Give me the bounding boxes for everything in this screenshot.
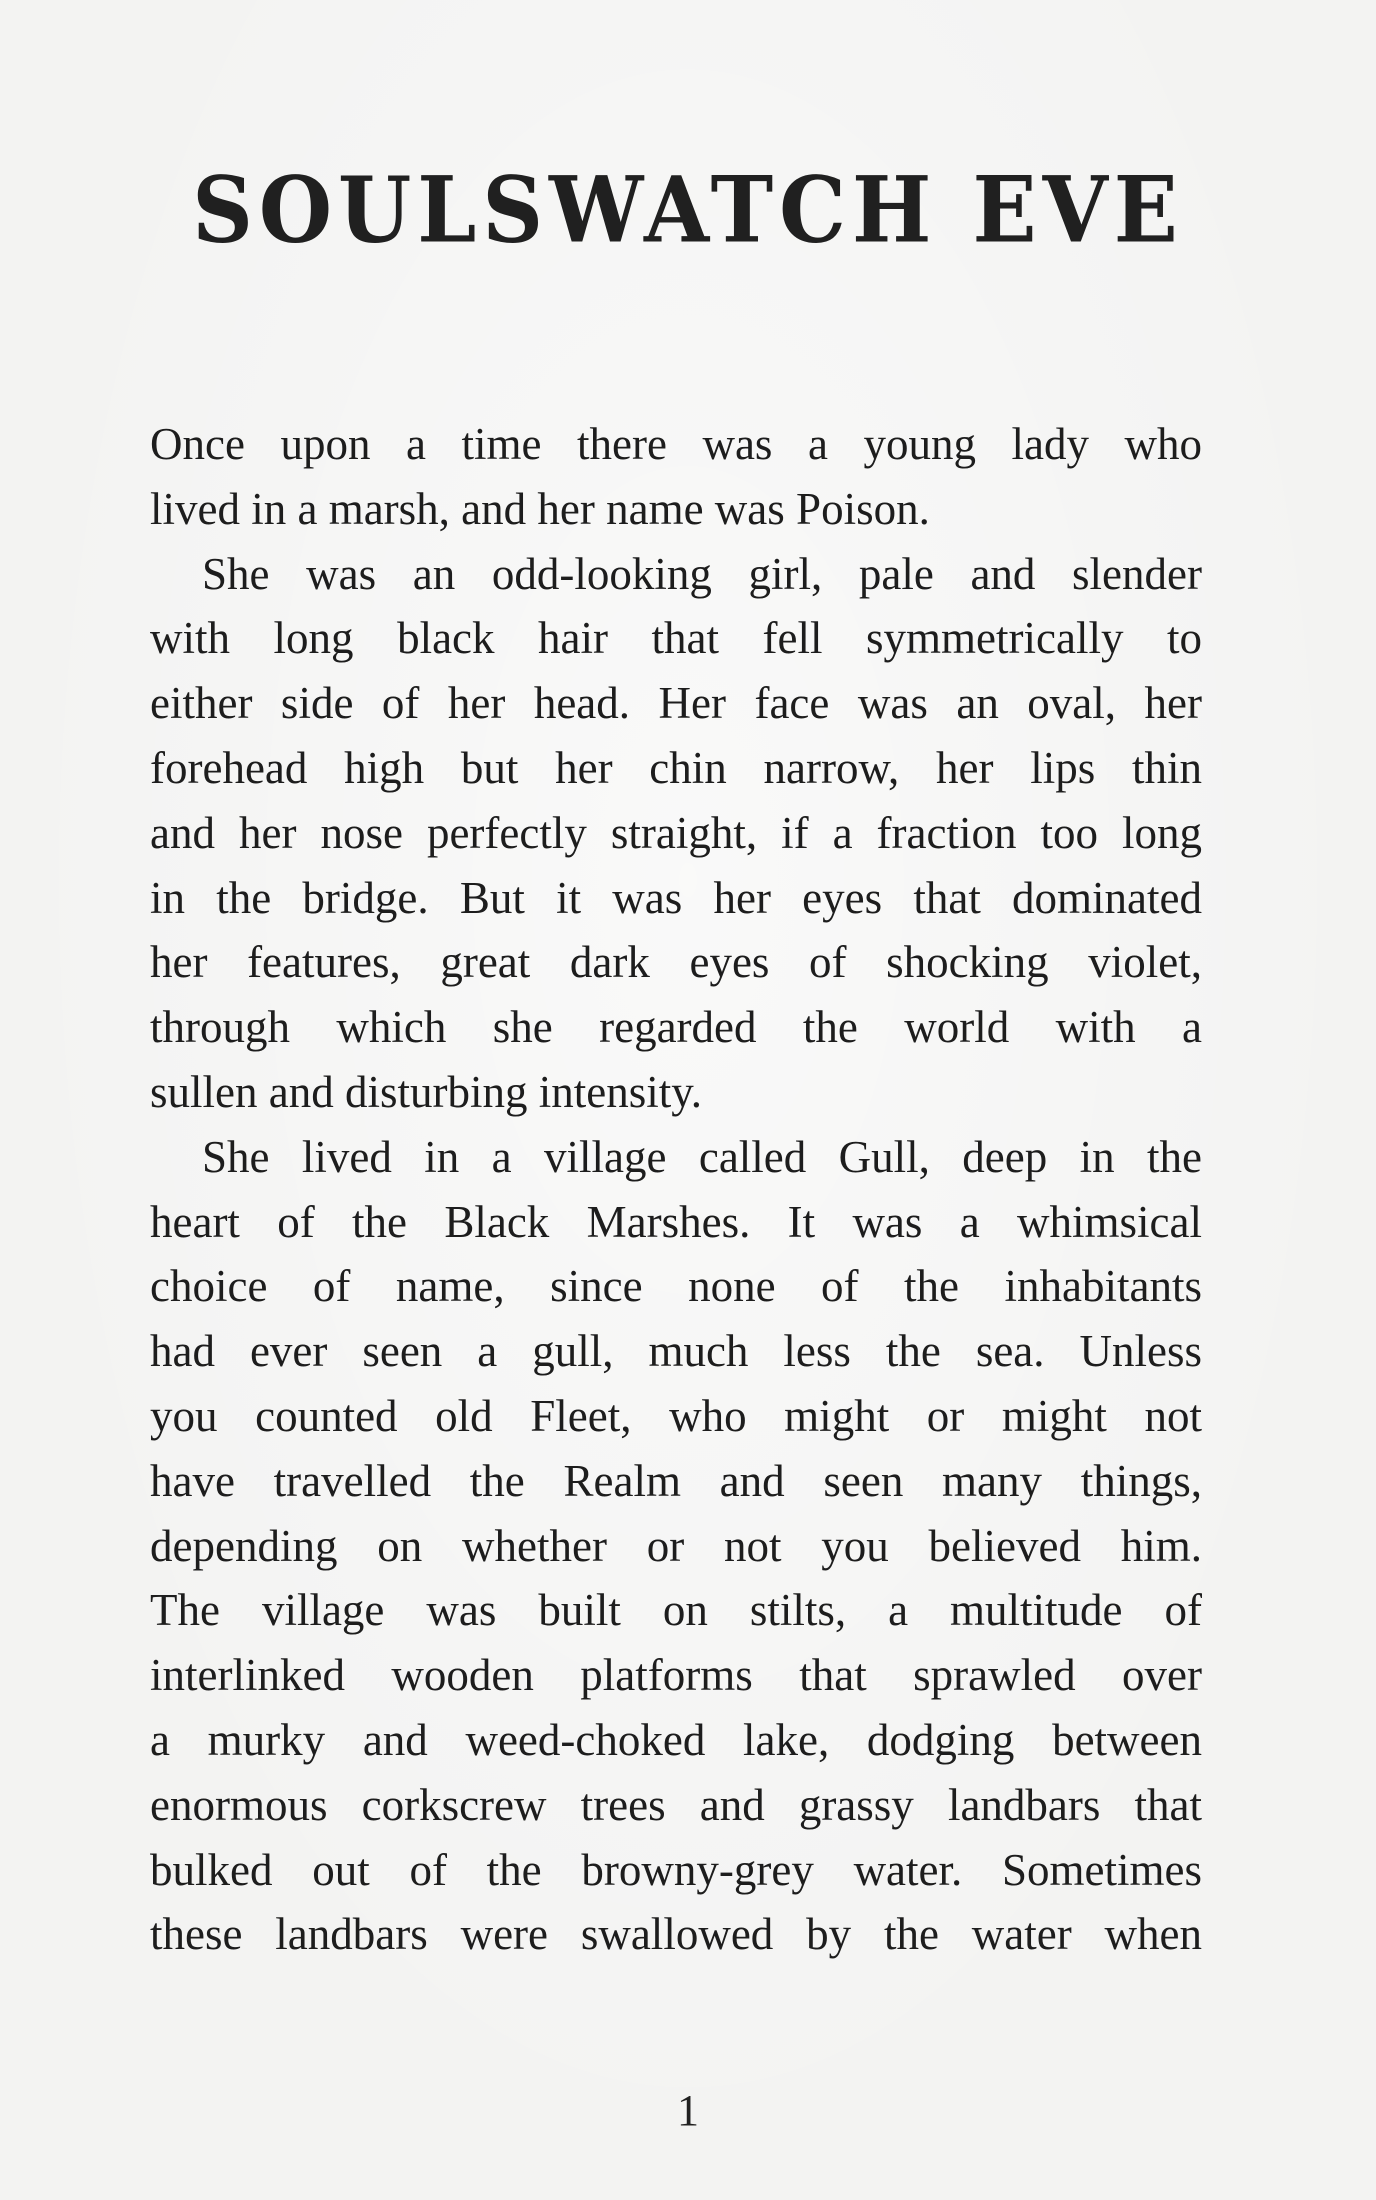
- text-line: through which she regarded the world with a: [150, 1002, 1202, 1053]
- text-line: with long black hair that fell symmetrically to: [150, 613, 1202, 664]
- body-text: [150, 412, 1202, 1967]
- text-line: She lived in a village called Gull, deep in the: [202, 1131, 1202, 1182]
- page-number: 1: [677, 2086, 699, 2135]
- text-line: a murky and weed-choked lake, dodging between: [150, 1714, 1202, 1765]
- text-line: her features, great dark eyes of shocking violet,: [150, 937, 1202, 988]
- text-line: you counted old Fleet, who might or might not: [150, 1390, 1202, 1441]
- text-line: sullen and disturbing intensity.: [150, 1066, 703, 1117]
- text-line: bulked out of the browny-grey water. Sometimes: [150, 1844, 1202, 1895]
- text-line: in the bridge. But it was her eyes that dominated: [150, 872, 1202, 923]
- text-line: these landbars were swallowed by the water when: [150, 1909, 1202, 1960]
- text-line: interlinked wooden platforms that sprawled over: [150, 1650, 1202, 1701]
- text-line: and her nose perfectly straight, if a fraction too long: [150, 807, 1202, 858]
- text-line: choice of name, since none of the inhabitants: [150, 1261, 1202, 1312]
- text-line: lived in a marsh, and her name was Poison.: [150, 483, 930, 534]
- text-line: Once upon a time there was a young lady who: [150, 419, 1202, 469]
- text-line: The village was built on stilts, a multitude of: [150, 1585, 1202, 1636]
- text-line: heart of the Black Marshes. It was a whimsical: [150, 1196, 1202, 1247]
- chapter-title: SOULSWATCH EVE: [192, 156, 1184, 263]
- text-line: had ever seen a gull, much less the sea. Unless: [150, 1326, 1202, 1377]
- text-line: enormous corkscrew trees and grassy landbars that: [150, 1779, 1202, 1830]
- text-line: She was an odd-looking girl, pale and slender: [202, 548, 1202, 599]
- text-line: have travelled the Realm and seen many things,: [150, 1455, 1202, 1506]
- text-line: forehead high but her chin narrow, her lips thin: [150, 742, 1202, 793]
- text-line: depending on whether or not you believed him.: [150, 1520, 1202, 1571]
- text-line: either side of her head. Her face was an oval, her: [150, 678, 1202, 729]
